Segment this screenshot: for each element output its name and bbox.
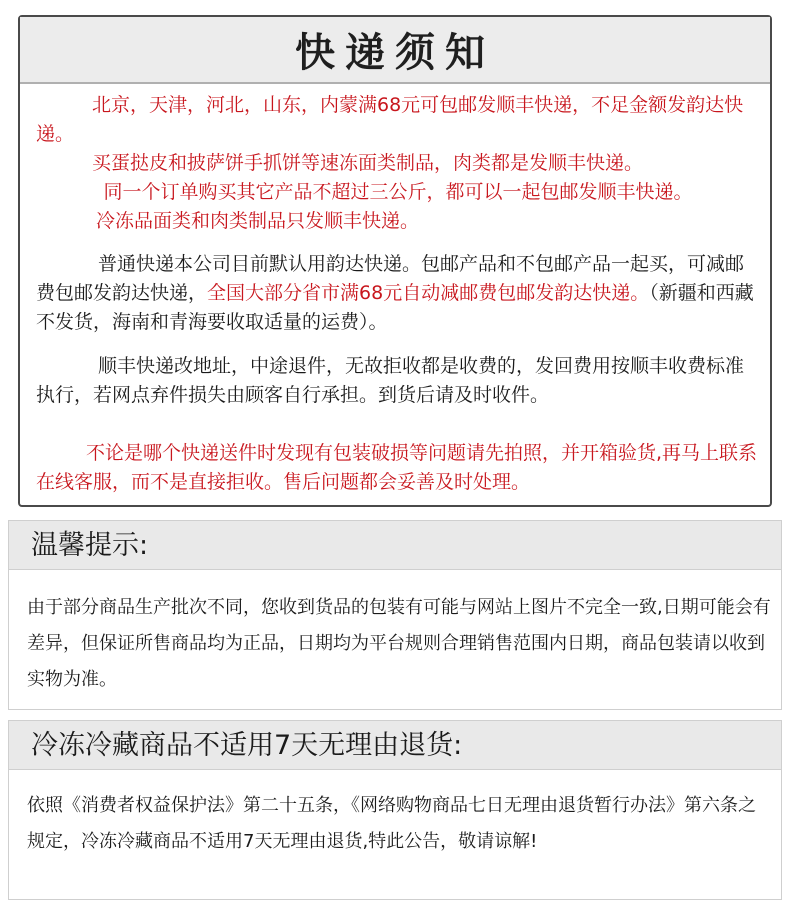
tips-header — [8, 520, 782, 570]
default-courier-text-a: 普通快递本公司目前默认用韵达快递。包邮产品和不包邮产品一起买，可减邮费包邮发韵达快递， — [36, 253, 745, 304]
frozen-policy-header — [8, 720, 782, 770]
tips-box — [8, 570, 782, 710]
notice-header — [20, 17, 770, 84]
shipping-notice-panel — [18, 15, 772, 507]
tips-text: 由于部分商品生产批次不同，您收到货品的包装有可能与网站上图片不完全一致,日期可能会有差异，但保证所售商品均为正品，日期均为平台规则合理销售范围内日期，商品包装请以收到实物为准。 — [27, 597, 771, 690]
notice-paragraph-frozen-items: 买蛋挞皮和披萨饼手抓饼等速冻面类制品，肉类都是发顺丰快递。 — [92, 152, 644, 174]
notice-paragraph-frozen-sf-only: 冷冻品面类和肉类制品只发顺丰快递。 — [96, 210, 420, 232]
notice-title: 快递须知 — [295, 30, 495, 76]
default-courier-text-b: （新疆和西藏不发货，海南和青海要收取适量的运费）。 — [36, 282, 754, 333]
default-courier-text-red: 全国大部分省市满68元自动减邮费包邮发韵达快递。 — [207, 282, 650, 304]
notice-paragraph-sf-fees: 顺丰快递改地址，中途退件，无故拒收都是收费的，发回费用按顺丰收费标准执行，若网点弃件损失由顾客自行承担。到货后请及时收件。 — [36, 355, 745, 406]
notice-paragraph-regions: 北京，天津，河北，山东，内蒙满68元可包邮发顺丰快递，不足金额发韵达快递。 — [36, 94, 744, 145]
frozen-policy-text: 依照《消费者权益保护法》第二十五条，《网络购物商品七日无理由退货暂行办法》第六条之规定，冷冻冷藏商品不适用7天无理由退货,特此公告，敬请谅解! — [27, 795, 756, 852]
frozen-policy-title: 冷冻冷藏商品不适用7天无理由退货: — [31, 730, 463, 761]
notice-paragraph-default-courier — [36, 250, 760, 337]
tips-title: 温馨提示: — [31, 530, 149, 561]
notice-paragraph-damage: 不论是哪个快递送件时发现有包装破损等问题请先拍照，并开箱验货,再马上联系在线客服，而不是直接拒收。售后问题都会妥善及时处理。 — [36, 442, 758, 493]
frozen-policy-box — [8, 770, 782, 900]
notice-paragraph-same-order: 同一个订单购买其它产品不超过三公斤，都可以一起包邮发顺丰快递。 — [103, 181, 693, 203]
